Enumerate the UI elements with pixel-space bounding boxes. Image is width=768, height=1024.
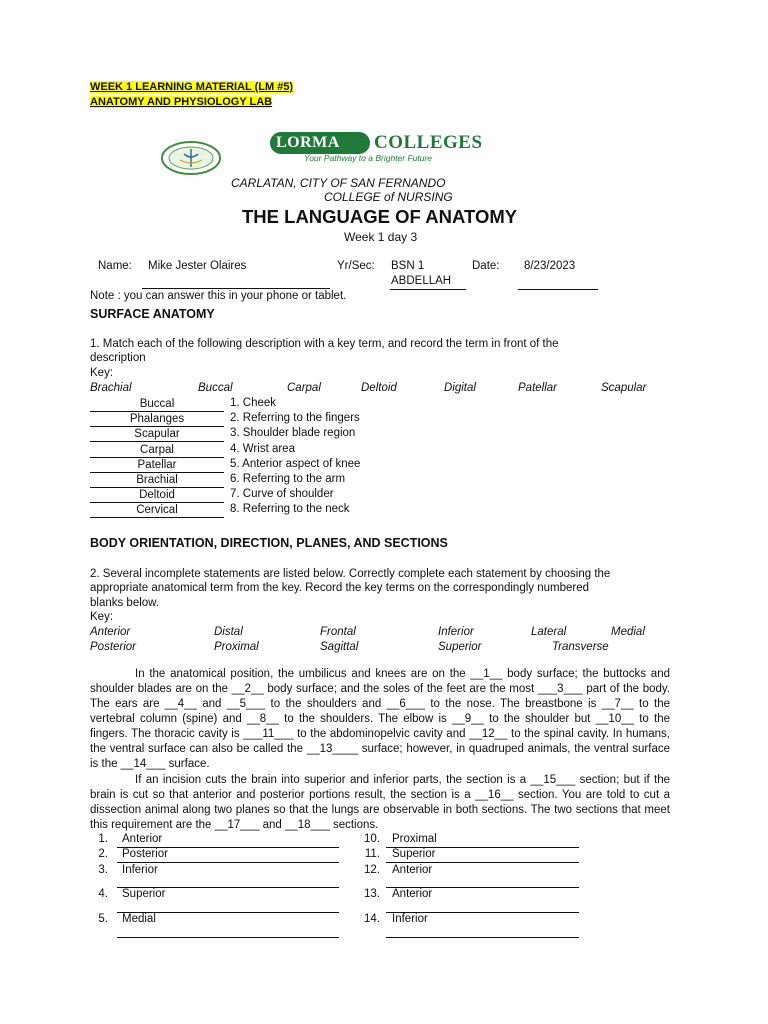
key-term: Anterior <box>90 626 131 638</box>
answer-field[interactable]: Inferior <box>122 864 158 876</box>
key-term: Lateral <box>531 626 567 638</box>
key-term: Inferior <box>438 626 474 638</box>
answer-field[interactable]: Superior <box>392 848 436 860</box>
note-text: Note : you can answer this in your phone or tablet. <box>90 290 347 302</box>
college-department: COLLEGE of NURSING <box>324 190 453 204</box>
answer-underline <box>117 862 339 863</box>
key-term: Carpal <box>287 382 321 394</box>
section2-paragraph-1: In the anatomical position, the umbilicus and knees are on the __1__ body surface; the buttocks and shoulder blades are on the __2__ body surface; and the soles of the feet are the most ___3___ part of the body. The ears are __4__ and __5___ to the shoulders and __6___ to the nose. The breastbone is __7__ to the vertebral column (spine) and __8__ to the shoulders. The elbow is __9__ to the shoulder but __10__ to the fingers. The thoracic cavity is ___11___ to the abdominopelvic cavity and __12__ to the spinal cavity. In humans, the ventral surface can also be called the __13____ surface; however, in quadruped animals, the ventral surface is the __14___ surface. <box>90 668 670 770</box>
section1-instruction-line1: 1. Match each of the following description with a key term, and record the term in front of the <box>90 338 559 350</box>
logo-tagline: Your Pathway to a Brighter Future <box>304 153 433 163</box>
section2-paragraph-2: If an incision cuts the brain into superior and inferior parts, the section is a __15___ section; but if the brain is cut so that anterior and posterior portions result, the section is a __16__ section. You are told to cut a dissection animal along two planes so that the lungs are observable in both sections. The two sections that meet this requirement are the __17___ and __18___ sections. <box>90 774 670 831</box>
match-answer-field[interactable]: Brachial <box>90 473 224 488</box>
week-label: WEEK 1 LEARNING MATERIAL (LM #5) <box>90 81 294 93</box>
yrsec-label: Yr/Sec: <box>337 260 375 272</box>
logo-lorma-text: LORMA <box>276 134 340 151</box>
match-description: 7. Curve of shoulder <box>230 488 334 501</box>
date-label: Date: <box>472 260 500 272</box>
answer-number: 2. <box>98 848 108 860</box>
match-answer-field[interactable]: Cervical <box>90 503 224 518</box>
answer-number: 13. <box>364 888 380 900</box>
key-term: Buccal <box>198 382 233 394</box>
section2-instruction-line3: blanks below. <box>90 597 160 609</box>
match-description: 5. Anterior aspect of knee <box>230 457 361 470</box>
key-term: Digital <box>444 382 476 394</box>
match-answer-field[interactable]: Patellar <box>90 458 224 473</box>
section2-instruction-line1: 2. Several incomplete statements are listed below. Correctly complete each statement by choosing the <box>90 568 611 580</box>
match-description: 6. Referring to the arm <box>230 473 346 485</box>
match-answer-field[interactable]: Deltoid <box>90 488 224 503</box>
answer-field[interactable]: Superior <box>122 888 166 900</box>
key-term: Proximal <box>214 641 259 653</box>
section2-heading: BODY ORIENTATION, DIRECTION, PLANES, AND SECTIONS <box>90 536 448 550</box>
key-term: Deltoid <box>361 382 397 394</box>
yrsec-underline <box>390 289 466 290</box>
answer-number: 4. <box>98 888 108 900</box>
answer-number: 12. <box>364 864 380 876</box>
yrsec-value-1[interactable]: BSN 1 <box>391 260 425 272</box>
answer-number: 10. <box>364 833 380 845</box>
answer-field[interactable]: Medial <box>122 913 156 925</box>
answer-number: 14. <box>364 913 380 925</box>
answer-field[interactable]: Anterior <box>122 833 163 845</box>
key-term: Medial <box>611 626 645 638</box>
key-term: Superior <box>438 641 482 653</box>
page-subtitle: Week 1 day 3 <box>344 230 418 244</box>
answer-field[interactable]: Anterior <box>392 888 433 900</box>
answer-number: 1. <box>98 833 108 845</box>
match-description: 4. Wrist area <box>230 442 295 455</box>
match-answer-field[interactable]: Scapular <box>90 427 224 442</box>
section1-heading: SURFACE ANATOMY <box>90 307 215 321</box>
match-description: 2. Referring to the fingers <box>230 412 360 425</box>
section2-instruction-line2: appropriate anatomical term from the key. Record the key terms on the correspondingly numbered <box>90 582 590 594</box>
name-label: Name: <box>98 260 132 272</box>
key-term: Brachial <box>90 382 132 394</box>
page-title: THE LANGUAGE OF ANATOMY <box>242 206 518 227</box>
match-answer-field[interactable]: Carpal <box>90 443 224 458</box>
match-description: 1. Cheek <box>230 397 277 409</box>
date-value[interactable]: 8/23/2023 <box>524 260 576 272</box>
yrsec-value-2[interactable]: ABDELLAH <box>391 275 452 287</box>
answer-underline <box>386 862 579 863</box>
key-term: Frontal <box>320 626 356 638</box>
section1-key-label: Key: <box>90 367 114 379</box>
name-value[interactable]: Mike Jester Olaires <box>148 260 247 272</box>
answer-field[interactable]: Proximal <box>392 833 437 845</box>
key-term: Scapular <box>601 382 647 394</box>
answer-number: 3. <box>98 864 108 876</box>
key-term: Transverse <box>552 641 609 653</box>
match-description: 8. Referring to the neck <box>230 503 350 516</box>
section1-instruction-line2: description <box>90 352 146 364</box>
answer-field[interactable]: Inferior <box>392 913 428 925</box>
date-underline <box>518 289 598 290</box>
answer-field[interactable]: Posterior <box>122 848 169 860</box>
answer-underline <box>117 937 339 938</box>
match-answer-field[interactable]: Phalanges <box>90 412 224 427</box>
lorma-colleges-logo <box>270 130 500 166</box>
match-description: 3. Shoulder blade region <box>230 427 356 440</box>
key-term: Sagittal <box>320 641 359 653</box>
school-location: CARLATAN, CITY OF SAN FERNANDO <box>231 176 446 190</box>
answer-number: 5. <box>98 913 108 925</box>
match-answer-field[interactable]: Buccal <box>90 397 224 412</box>
school-seal-logo <box>160 140 222 176</box>
answer-field[interactable]: Anterior <box>392 864 433 876</box>
lab-label: ANATOMY AND PHYSIOLOGY LAB <box>90 96 273 108</box>
answer-underline <box>386 937 579 938</box>
answer-number: 11. <box>364 848 380 860</box>
logo-colleges-text: COLLEGES <box>374 132 483 153</box>
key-term: Distal <box>214 626 243 638</box>
section2-key-label: Key: <box>90 611 114 623</box>
key-term: Posterior <box>90 641 137 653</box>
key-term: Patellar <box>518 382 557 394</box>
name-underline <box>142 288 330 289</box>
